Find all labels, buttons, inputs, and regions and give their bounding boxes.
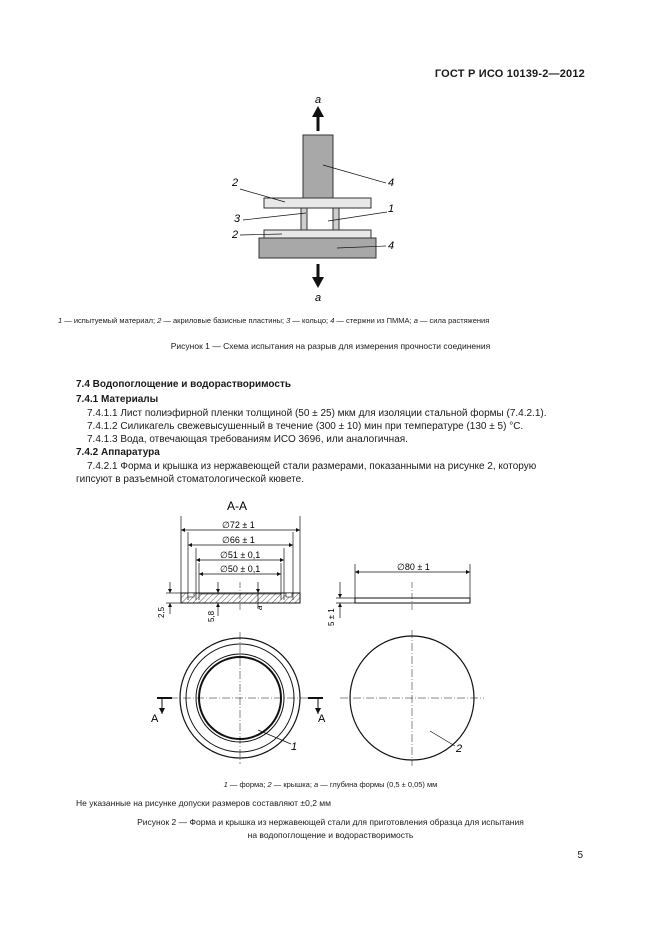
label-a-bottom: a xyxy=(315,292,322,304)
arrow-down-icon xyxy=(312,277,324,288)
dim-d50: ∅50 ± 0,1 xyxy=(220,564,261,574)
label-4-top: 4 xyxy=(388,177,395,189)
mold-plan-view xyxy=(170,632,310,764)
paragraph-7-4-1-1: 7.4.1.1 Лист полиэфирной пленки толщиной (50 ± 25) мкм для изоляции стальной формы (7.4.2.1). xyxy=(87,408,547,419)
ring-wall-left xyxy=(301,208,307,230)
tolerance-note: Не указанные на рисунке допуски размеров составляют ±0,2 мм xyxy=(76,798,331,808)
figure-1-caption: Рисунок 1 — Схема испытания на разрыв для измерения прочности соединения xyxy=(170,341,491,351)
standard-header: ГОСТ Р ИСО 10139-2—2012 xyxy=(434,68,585,80)
paragraph-7-4-2-1-cont: гипсуют в разъемной стоматологической кювете. xyxy=(76,474,304,485)
section-label-a-a: А-А xyxy=(227,499,248,513)
figure-1-tensile-test-diagram xyxy=(0,0,661,312)
label-2-cover: 2 xyxy=(456,743,463,755)
figure-2-mold-and-cover-drawing xyxy=(0,490,661,780)
acrylic-plate-top xyxy=(264,198,371,208)
label-4-bottom: 4 xyxy=(388,240,395,252)
cover-plan-view xyxy=(340,630,484,766)
figure-1-legend: 1 — испытуемый материал; 2 — акриловые базисные пластины; 3 — кольцо; 4 — стержни из ПММА; a — сила растяжения xyxy=(58,316,490,325)
figure-2-caption xyxy=(0,816,661,842)
label-2-top: 2 xyxy=(232,177,239,189)
ring-wall-right xyxy=(333,208,339,230)
label-a-top: a xyxy=(315,94,322,106)
pmma-rod-bottom xyxy=(259,238,376,258)
paragraph-7-4-1-3: 7.4.1.3 Вода, отвечающая требованиям ИСО 3696, или аналогичная. xyxy=(87,434,408,445)
dim-h5: 5 ± 1 xyxy=(327,608,336,626)
arrow-up-icon xyxy=(312,106,324,117)
paragraph-7-4-1-2: 7.4.1.2 Силикагель свежевысушенный в течение (300 ± 10) мин при температуре (130 ± 5) °С. xyxy=(87,421,524,432)
dim-d66: ∅66 ± 1 xyxy=(222,535,255,545)
cover-side-view xyxy=(355,598,470,603)
section-heading: 7.4 Водопоглощение и водорастворимость xyxy=(76,379,291,390)
dim-d51: ∅51 ± 0,1 xyxy=(220,550,261,560)
paragraph-7-4-2-1: 7.4.2.1 Форма и крышка из нержавеющей стали размерами, показанными на рисунке 2, которую xyxy=(87,461,537,472)
page-number: 5 xyxy=(577,850,583,861)
dim-d80: ∅80 ± 1 xyxy=(397,562,430,572)
cut-label-left: A xyxy=(151,713,159,725)
dim-h25: 2,5 xyxy=(157,606,166,618)
mold-groove-left xyxy=(188,593,194,597)
dim-h58: 5,8 xyxy=(207,610,216,622)
dim-ha: a xyxy=(255,605,264,610)
label-1: 1 xyxy=(388,203,395,215)
label-3: 3 xyxy=(234,213,241,225)
mold-section xyxy=(181,593,300,603)
label-1-mold: 1 xyxy=(291,741,298,753)
figure-2-caption-line-2: на водопоглощение и водорастворимость xyxy=(247,830,414,840)
label-2-bottom: 2 xyxy=(232,229,239,241)
figure-2-caption-line-1: Рисунок 2 — Форма и крышка из нержавеющей стали для приготовления образца для испытания xyxy=(137,817,524,827)
dim-d72: ∅72 ± 1 xyxy=(222,520,255,530)
subsection-apparatus: 7.4.2 Аппаратура xyxy=(76,447,160,458)
cut-label-right: A xyxy=(318,713,326,725)
mold-groove-right xyxy=(286,593,292,597)
figure-2-legend: 1 — форма; 2 — крышка; a — глубина формы (0,5 ± 0,05) мм xyxy=(223,780,438,789)
subsection-materials: 7.4.1 Материалы xyxy=(76,394,159,405)
